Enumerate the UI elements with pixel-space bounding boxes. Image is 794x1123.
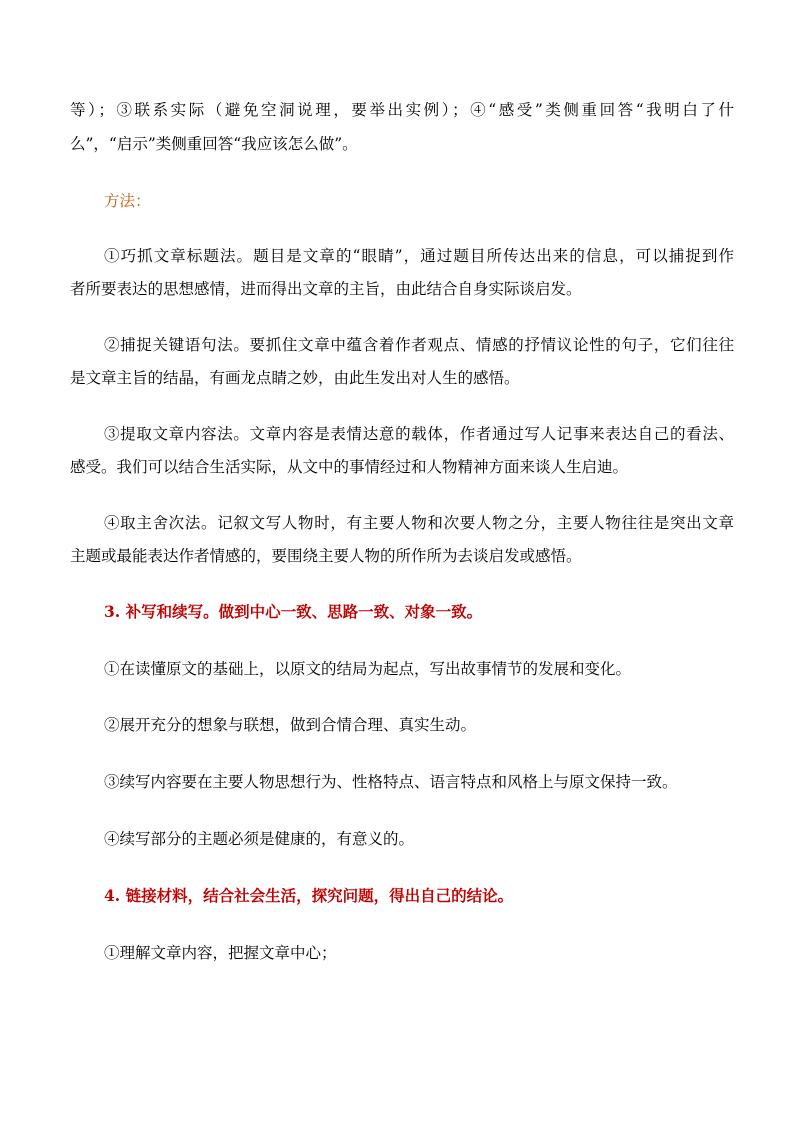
method-1-line-2: 者所要表达的思想感情，进而得出文章的主旨，由此结合自身实际谈启发。 (70, 280, 582, 298)
method-1-line-1: ①巧抓文章标题法。题目是文章的“眼睛”，通过题目所传达出来的信息，可以捕捉到作 (104, 247, 734, 265)
section-heading-3: 3. 补写和续写。做到中心一致、思路一致、对象一致。 (104, 602, 483, 621)
method-label: 方法： (104, 192, 151, 210)
material-item-1: ①理解文章内容，把握文章中心； (104, 944, 337, 962)
method-2-line-1: ②捕捉关键语句法。要抓住文章中蕴含着作者观点、情感的抒情议论性的句子，它们往往 (104, 336, 734, 354)
continuation-item-1: ①在读懂原文的基础上，以原文的结局为起点，写出故事情节的发展和变化。 (104, 660, 632, 678)
method-2-line-2: 是文章主旨的结晶，有画龙点睛之妙，由此生发出对人生的感悟。 (70, 369, 520, 387)
method-4-line-1: ④取主舍次法。记叙文写人物时，有主要人物和次要人物之分，主要人物往往是突出文章 (104, 514, 734, 532)
section-heading-4: 4. 链接材料，结合社会生活，探究问题，得出自己的结论。 (104, 886, 514, 905)
continuation-item-2: ②展开充分的想象与联想，做到合情合理、真实生动。 (104, 716, 477, 734)
method-4-line-2: 主题或最能表达作者情感的，要围绕主要人物的所作所为去谈启发或感悟。 (70, 547, 582, 565)
method-3-line-1: ③提取文章内容法。文章内容是表情达意的载体，作者通过写人记事来表达自己的看法、 (104, 425, 734, 443)
paragraph-line: 么”，“启示”类侧重回答“我应该怎么做”。 (70, 135, 358, 153)
continuation-item-3: ③续写内容要在主要人物思想行为、性格特点、语言特点和风格上与原文保持一致。 (104, 773, 678, 791)
method-3-line-2: 感受。我们可以结合生活实际，从文中的事情经过和人物精神方面来谈人生启迪。 (70, 458, 629, 476)
paragraph-line: 等）；③联系实际（避免空洞说理，要举出实例）；④“感受”类侧重回答“我明白了什 (70, 101, 734, 119)
continuation-item-4: ④续写部分的主题必须是健康的，有意义的。 (104, 830, 415, 848)
